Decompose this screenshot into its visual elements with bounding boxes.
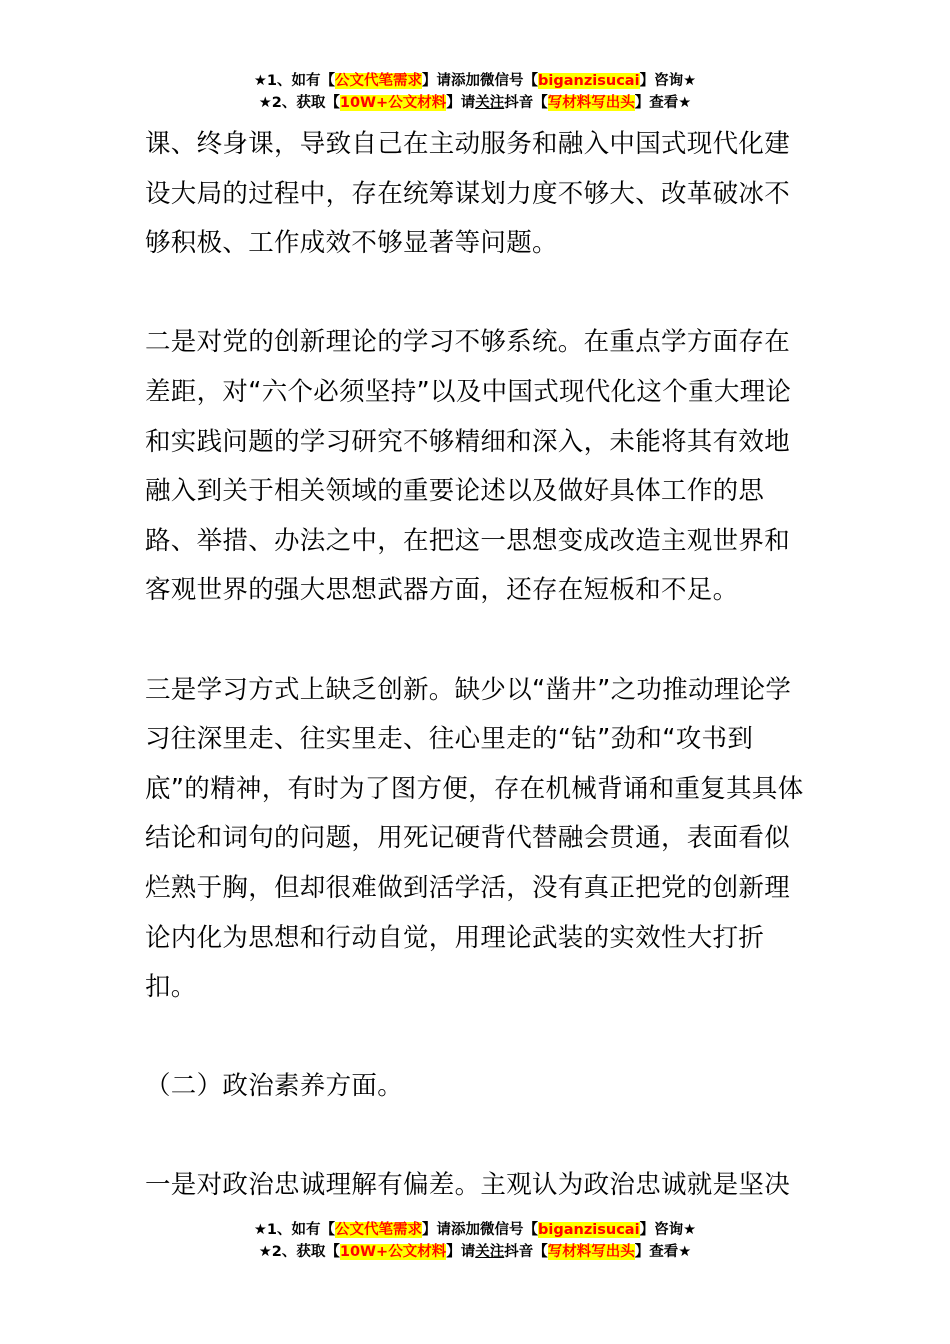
promo-text: 】请添加微信号【	[422, 73, 539, 89]
promo-text: 】查看★	[634, 95, 692, 111]
section-heading: （二）政治素养方面。	[145, 1071, 404, 1102]
promo-douyin-account: 写材料写出头	[547, 95, 635, 111]
promo-wechat-id: biganzisucai	[538, 73, 640, 89]
promo-text: 抖音【	[504, 95, 548, 111]
promo-line-1	[0, 70, 950, 92]
paragraph: 二是对党的创新理论的学习不够系统。在重点学方面存在差距，对“六个必须坚持”以及中国式现代化这个重大理论和实践问题的学习研究不够精细和深入，未能将其有效地融入到关于相关领域的重要论述以及做好具体工作的思路、举措、办法之中，在把这一思想变成改造主观世界和客观世界的强大思想武器方面，还存在短板和不足。	[145, 327, 792, 606]
promo-text: 】请添加微信号【	[422, 1222, 539, 1238]
promo-text: 】咨询★	[639, 1222, 697, 1238]
promo-underlined: 关注	[475, 1244, 505, 1260]
paragraph: 课、终身课，导致自己在主动服务和融入中国式现代化建设大局的过程中，存在统筹谋划力度不够大、改革破冰不够积极、工作成效不够显著等问题。	[145, 129, 791, 259]
promo-douyin-account: 写材料写出头	[547, 1244, 635, 1260]
paragraph: 一是对政治忠诚理解有偏差。主观认为政治忠诚就是坚决	[145, 1170, 791, 1201]
footer-promo-banner	[0, 1219, 950, 1263]
promo-line-1	[0, 1219, 950, 1241]
paragraph: 三是学习方式上缺乏创新。缺少以“凿井”之功推动理论学习往深里走、往实里走、往心里走的“钻”劲和“攻书到底”的精神，有时为了图方便，存在机械背诵和重复其具体结论和词句的问题，用死记硬背代替融会贯通，表面看似烂熟于胸，但却很难做到活学活，没有真正把党的创新理论内化为思想和行动自觉，用理论武装的实效性大打折扣。	[145, 674, 804, 1003]
promo-text: ★1、如有【	[253, 1222, 336, 1238]
promo-highlight: 公文代笔需求	[335, 1222, 423, 1238]
document-body	[145, 120, 810, 1211]
promo-text: 】查看★	[634, 1244, 692, 1260]
promo-text: 抖音【	[504, 1244, 548, 1260]
promo-highlight: 10W+公文材料	[339, 1244, 447, 1260]
header-promo-banner	[0, 70, 950, 114]
promo-highlight: 10W+公文材料	[339, 95, 447, 111]
promo-text: 】请	[446, 95, 476, 111]
promo-text: ★2、获取【	[258, 1244, 340, 1260]
promo-text: ★1、如有【	[253, 73, 336, 89]
promo-text: 】请	[446, 1244, 476, 1260]
promo-text: ★2、获取【	[258, 95, 340, 111]
promo-wechat-id: biganzisucai	[538, 1222, 640, 1238]
promo-line-2	[0, 92, 950, 114]
promo-text: 】咨询★	[639, 73, 697, 89]
promo-highlight: 公文代笔需求	[335, 73, 423, 89]
promo-line-2	[0, 1241, 950, 1263]
promo-underlined: 关注	[475, 95, 505, 111]
